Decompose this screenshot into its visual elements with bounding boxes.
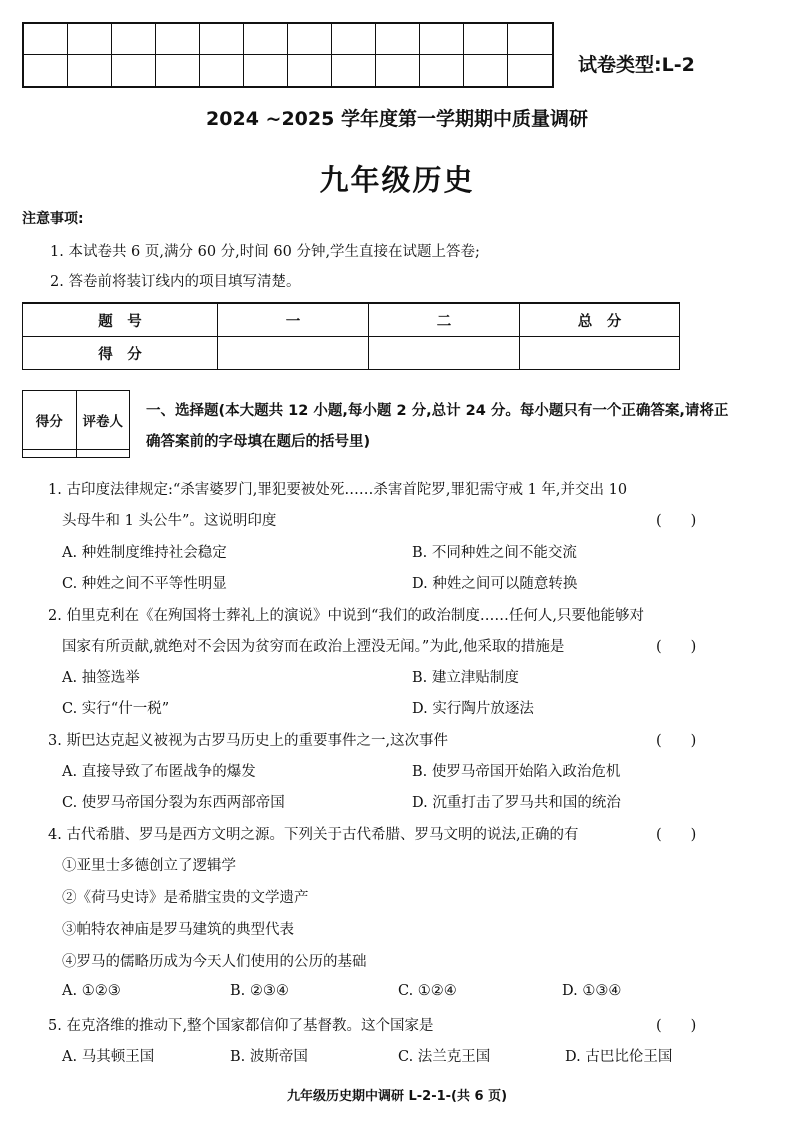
grader-box — [22, 390, 130, 458]
score-cell[interactable] — [218, 337, 369, 370]
subject-title: 九年级历史 — [319, 163, 475, 197]
page-footer: 九年级历史期中调研 L-2-1-(共 6 页) — [286, 1089, 508, 1104]
option-c: C. 法兰克王国 — [398, 1049, 491, 1065]
option-a: A. 抽签选举 — [62, 670, 140, 686]
score-cell: 得 分 — [23, 337, 218, 370]
answer-bracket[interactable]: ( ) — [656, 733, 697, 749]
option-d: D. 种姓之间可以随意转换 — [412, 576, 578, 592]
score-cell[interactable] — [520, 337, 680, 370]
score-cell[interactable] — [369, 337, 520, 370]
option-b: B. 不同种姓之间不能交流 — [412, 545, 577, 561]
question-stem: 4. 古代希腊、罗马是西方文明之源。下列关于古代希腊、罗马文明的说法,正确的有 — [48, 827, 579, 843]
score-cell: 题 号 — [23, 303, 218, 337]
answer-bracket[interactable]: ( ) — [656, 513, 697, 529]
statement-1: ①亚里士多德创立了逻辑学 — [62, 858, 236, 874]
question-stem: 1. 古印度法律规定:“杀害婆罗门,罪犯要被处死……杀害首陀罗,罪犯需守戒 1 年,并交出 10 — [48, 482, 628, 498]
grader-label-reviewer: 评卷人 — [76, 391, 130, 450]
score-table-row — [23, 303, 680, 337]
score-table-row — [23, 337, 680, 370]
option-c: C. 实行“什一税” — [62, 701, 170, 717]
notes-heading: 注意事项: — [22, 211, 84, 227]
statement-3: ③帕特农神庙是罗马建筑的典型代表 — [62, 922, 294, 938]
statement-4: ④罗马的儒略历成为今天人们使用的公历的基础 — [62, 954, 367, 970]
grader-score-cell[interactable] — [23, 450, 77, 458]
student-id-grid — [22, 22, 554, 88]
option-b: B. 波斯帝国 — [230, 1049, 308, 1065]
option-c: C. 使罗马帝国分裂为东西两部帝国 — [62, 795, 285, 811]
note-item: 2. 答卷前将装订线内的项目填写清楚。 — [50, 274, 301, 290]
answer-bracket[interactable]: ( ) — [656, 827, 697, 843]
grader-reviewer-cell[interactable] — [76, 450, 130, 458]
question-stem: 5. 在克洛维的推动下,整个国家都信仰了基督教。这个国家是 — [48, 1018, 434, 1034]
option-a: A. 直接导致了布匿战争的爆发 — [62, 764, 256, 780]
score-cell: 总 分 — [520, 303, 680, 337]
option-c: C. ①②④ — [398, 983, 457, 999]
score-table — [22, 302, 680, 370]
option-d: D. 实行陶片放逐法 — [412, 701, 534, 717]
option-a: A. 马其顿王国 — [62, 1049, 155, 1065]
exam-title: 2024 ~2025 学年度第一学期期中质量调研 — [206, 108, 588, 130]
option-d: D. 古巴比伦王国 — [565, 1049, 673, 1065]
score-cell: 一 — [218, 303, 369, 337]
grader-label-score: 得分 — [23, 391, 77, 450]
option-d: D. ①③④ — [562, 983, 622, 999]
score-cell: 二 — [369, 303, 520, 337]
answer-bracket[interactable]: ( ) — [656, 1018, 697, 1034]
option-a: A. ①②③ — [62, 983, 121, 999]
question-stem: 头母牛和 1 头公牛”。这说明印度 — [62, 513, 277, 529]
section-title: 一、选择题(本大题共 12 小题,每小题 2 分,总计 24 分。每小题只有一个正确答案,请将正确答案前的字母填在题后的括号里) — [146, 403, 729, 450]
answer-bracket[interactable]: ( ) — [656, 639, 697, 655]
option-c: C. 种姓之间不平等性明显 — [62, 576, 227, 592]
option-a: A. 种姓制度维持社会稳定 — [62, 545, 227, 561]
statement-2: ②《荷马史诗》是希腊宝贵的文学遗产 — [62, 890, 309, 906]
question-stem: 2. 伯里克利在《在殉国将士葬礼上的演说》中说到“我们的政治制度……任何人,只要他能够对 — [48, 608, 644, 624]
paper-type-label: 试卷类型:L-2 — [578, 54, 695, 76]
option-b: B. ②③④ — [230, 983, 289, 999]
note-item: 1. 本试卷共 6 页,满分 60 分,时间 60 分钟,学生直接在试题上答卷; — [50, 244, 480, 260]
option-b: B. 建立津贴制度 — [412, 670, 519, 686]
question-stem: 3. 斯巴达克起义被视为古罗马历史上的重要事件之一,这次事件 — [48, 733, 449, 749]
option-b: B. 使罗马帝国开始陷入政治危机 — [412, 764, 621, 780]
option-d: D. 沉重打击了罗马共和国的统治 — [412, 795, 621, 811]
question-stem: 国家有所贡献,就绝对不会因为贫穷而在政治上湮没无闻。”为此,他采取的措施是 — [62, 639, 565, 655]
